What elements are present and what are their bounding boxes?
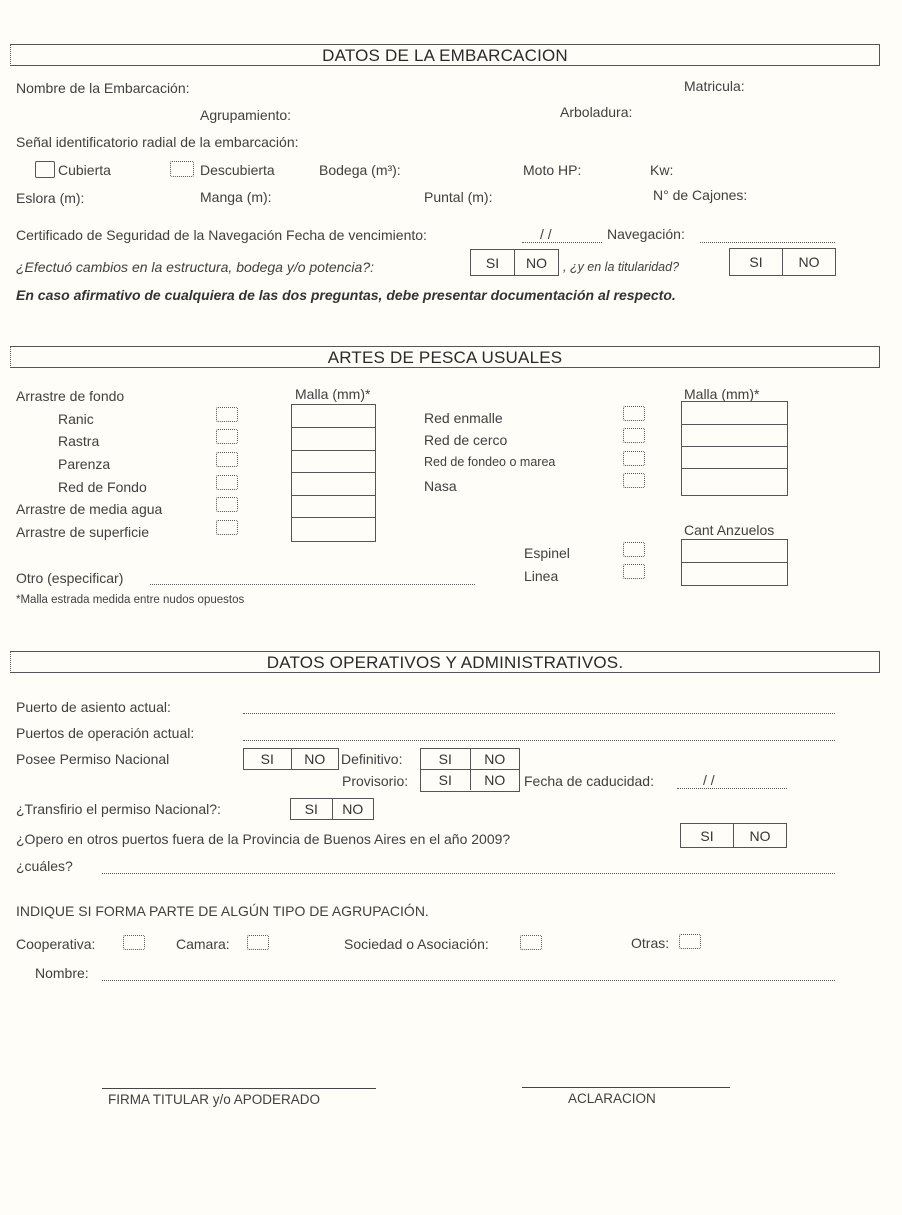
titularidad-no-option[interactable]: NO: [782, 249, 835, 275]
opero-si-option[interactable]: SI: [700, 827, 714, 844]
agrupamiento-label: Agrupamiento:: [200, 107, 292, 123]
fecha-caducidad-field[interactable]: [677, 788, 787, 789]
gear-label-ranic: Ranic: [58, 411, 94, 427]
otro-field[interactable]: [150, 584, 475, 585]
fecha-caducidad-slashes: / /: [703, 772, 715, 788]
opero-no-option[interactable]: NO: [733, 824, 786, 847]
provisorio-yes-no: [421, 770, 519, 790]
gear-label-parenza: Parenza: [58, 456, 111, 472]
malla-grid-right: [681, 401, 788, 496]
section-title: ARTES DE PESCA USUALES: [327, 348, 563, 367]
transfirio-yes-no: [290, 798, 374, 820]
arboladura-label: Arboladura:: [560, 104, 633, 120]
gear-label-superficie: Arrastre de superficie: [16, 524, 150, 540]
fecha-caducidad-label: Fecha de caducidad:: [524, 773, 654, 789]
malla-header-right: Malla (mm)*: [684, 386, 760, 402]
malla-cell-media-agua[interactable]: [292, 496, 375, 518]
cooperativa-checkbox[interactable]: [123, 935, 145, 950]
titularidad-question: , ¿y en la titularidad?: [563, 260, 680, 274]
cajones-label: N° de Cajones:: [653, 187, 748, 203]
titularidad-si-option[interactable]: SI: [749, 254, 763, 270]
definitivo-provisorio-grid: [420, 748, 520, 792]
sociedad-label: Sociedad o Asociación:: [344, 936, 489, 952]
gear-checkbox-red-de-fondo[interactable]: [216, 475, 238, 490]
aclaracion-signature-line[interactable]: [522, 1087, 730, 1088]
kw-label: Kw:: [650, 162, 674, 178]
malla-cell-parenza[interactable]: [292, 451, 375, 473]
malla-cell-red-de-fondeo[interactable]: [682, 447, 787, 469]
senal-label: Señal identificatorio radial de la embarcación:: [16, 134, 299, 150]
firma-signature-line[interactable]: [102, 1088, 376, 1089]
puntal-label: Puntal (m):: [424, 189, 493, 205]
malla-cell-superficie[interactable]: [292, 518, 375, 540]
otras-label: Otras:: [631, 935, 670, 951]
malla-cell-nasa[interactable]: [682, 469, 787, 493]
nombre-label: Nombre de la Embarcación:: [16, 80, 190, 96]
gear-label-linea: Linea: [524, 568, 559, 584]
camara-label: Camara:: [176, 936, 230, 952]
permiso-nacional-label: Posee Permiso Nacional: [16, 751, 170, 767]
descubierta-checkbox[interactable]: [170, 161, 194, 177]
provisorio-label: Provisorio:: [342, 773, 409, 789]
section-header-embarcacion: [10, 44, 880, 66]
permiso-nacional-yes-no: [243, 748, 339, 770]
transfirio-si-option[interactable]: SI: [304, 801, 318, 817]
cooperativa-label: Cooperativa:: [16, 936, 96, 952]
gear-label-espinel: Espinel: [524, 545, 570, 561]
definitivo-si-option[interactable]: SI: [438, 751, 452, 767]
cambios-si-option[interactable]: SI: [485, 254, 500, 271]
descubierta-label: Descubierta: [200, 162, 275, 178]
malla-cell-ranic[interactable]: [292, 405, 375, 428]
cambios-yes-no: [470, 249, 559, 276]
navegacion-field[interactable]: [700, 242, 835, 243]
malla-grid-left: [291, 404, 376, 542]
firma-label: FIRMA TITULAR y/o APODERADO: [108, 1092, 321, 1107]
gear-checkbox-parenza[interactable]: [216, 452, 238, 467]
aviso-documentacion: En caso afirmativo de cualquiera de las dos preguntas, debe presentar documentación al respecto.: [16, 287, 676, 303]
provisorio-si-option[interactable]: SI: [438, 772, 452, 788]
definitivo-no-option[interactable]: NO: [470, 749, 520, 769]
gear-label-nasa: Nasa: [424, 478, 457, 494]
cubierta-label: Cubierta: [58, 162, 111, 178]
eslora-label: Eslora (m):: [16, 190, 85, 206]
cuales-field[interactable]: [102, 873, 835, 874]
nombre-agrupacion-label: Nombre:: [35, 965, 89, 981]
matricula-label: Matricula:: [684, 78, 745, 94]
gear-checkbox-nasa[interactable]: [623, 473, 645, 488]
titularidad-yes-no: [729, 248, 836, 276]
gear-label-red-de-fondo: Red de Fondo: [58, 479, 147, 495]
cubierta-checkbox[interactable]: [35, 161, 55, 178]
puertos-operacion-label: Puertos de operación actual:: [16, 725, 195, 741]
vencimiento-date-slashes: / /: [540, 226, 552, 242]
puerto-asiento-field[interactable]: [243, 713, 835, 714]
gear-checkbox-rastra[interactable]: [216, 429, 238, 444]
bodega-label: Bodega (m³):: [319, 162, 401, 178]
gear-label-media-agua: Arrastre de media agua: [16, 501, 163, 517]
gear-label-red-de-fondeo: Red de fondeo o marea: [424, 455, 556, 469]
transfirio-no-option[interactable]: NO: [332, 799, 374, 819]
sociedad-checkbox[interactable]: [520, 935, 542, 950]
cambios-no-option[interactable]: NO: [514, 250, 558, 275]
camara-checkbox[interactable]: [247, 935, 269, 950]
provisorio-no-option[interactable]: NO: [470, 770, 520, 790]
gear-label-red-de-cerco: Red de cerco: [424, 432, 508, 448]
gear-checkbox-ranic[interactable]: [216, 407, 238, 422]
malla-cell-red-enmalle[interactable]: [682, 402, 787, 425]
otro-label: Otro (especificar): [16, 570, 124, 586]
malla-cell-red-de-fondo[interactable]: [292, 473, 375, 496]
gear-checkbox-espinel[interactable]: [623, 542, 645, 557]
moto-hp-label: Moto HP:: [523, 162, 582, 178]
malla-cell-red-de-cerco[interactable]: [682, 425, 787, 447]
gear-checkbox-media-agua[interactable]: [216, 497, 238, 512]
aclaracion-label: ACLARACION: [568, 1091, 656, 1106]
puerto-asiento-label: Puerto de asiento actual:: [16, 699, 171, 715]
gear-checkbox-red-de-cerco[interactable]: [623, 428, 645, 443]
arrastre-fondo-label: Arrastre de fondo: [16, 388, 125, 404]
section-title: DATOS OPERATIVOS Y ADMINISTRATIVOS.: [266, 653, 624, 672]
cambios-question: ¿Efectuó cambios en la estructura, bodega y/o potencia?:: [16, 259, 374, 275]
malla-cell-rastra[interactable]: [292, 428, 375, 451]
opero-question: ¿Opero en otros puertos fuera de la Provincia de Buenos Aires en el año 2009?: [16, 831, 511, 847]
anzuelos-grid: [681, 539, 788, 586]
gear-checkbox-linea[interactable]: [623, 564, 645, 579]
otras-checkbox[interactable]: [679, 934, 701, 949]
cant-anzuelos-header: Cant Anzuelos: [684, 522, 775, 538]
definitivo-yes-no: [421, 749, 519, 770]
gear-checkbox-red-enmalle[interactable]: [623, 406, 645, 421]
vencimiento-date-field[interactable]: [522, 242, 602, 243]
gear-checkbox-red-de-fondeo[interactable]: [623, 451, 645, 466]
puertos-operacion-field[interactable]: [243, 740, 835, 741]
permiso-no-option[interactable]: NO: [291, 749, 339, 769]
anzuelos-cell-espinel[interactable]: [682, 540, 787, 563]
section-header-artes: [10, 346, 880, 368]
malla-footnote: *Malla estrada medida entre nudos opuestos: [16, 594, 245, 606]
transfirio-question: ¿Transfirio el permiso Nacional?:: [16, 801, 221, 817]
section-header-operativos: [10, 651, 880, 673]
gear-label-rastra: Rastra: [58, 433, 100, 449]
navegacion-label: Navegación:: [607, 226, 685, 242]
nombre-agrupacion-field[interactable]: [102, 980, 835, 981]
definitivo-label: Definitivo:: [341, 751, 403, 767]
certificado-label: Certificado de Seguridad de la Navegación Fecha de vencimiento:: [16, 227, 427, 243]
agrupacion-heading: INDIQUE SI FORMA PARTE DE ALGÚN TIPO DE AGRUPACIÓN.: [16, 903, 429, 919]
anzuelos-cell-linea[interactable]: [682, 563, 787, 584]
opero-yes-no: [680, 823, 787, 848]
permiso-si-option[interactable]: SI: [260, 751, 274, 767]
manga-label: Manga (m):: [200, 189, 272, 205]
cuales-label: ¿cuáles?: [16, 858, 73, 874]
malla-header-left: Malla (mm)*: [295, 386, 371, 402]
section-title: DATOS DE LA EMBARCACION: [322, 46, 568, 65]
gear-checkbox-superficie[interactable]: [216, 520, 238, 535]
gear-label-red-enmalle: Red enmalle: [424, 410, 503, 426]
